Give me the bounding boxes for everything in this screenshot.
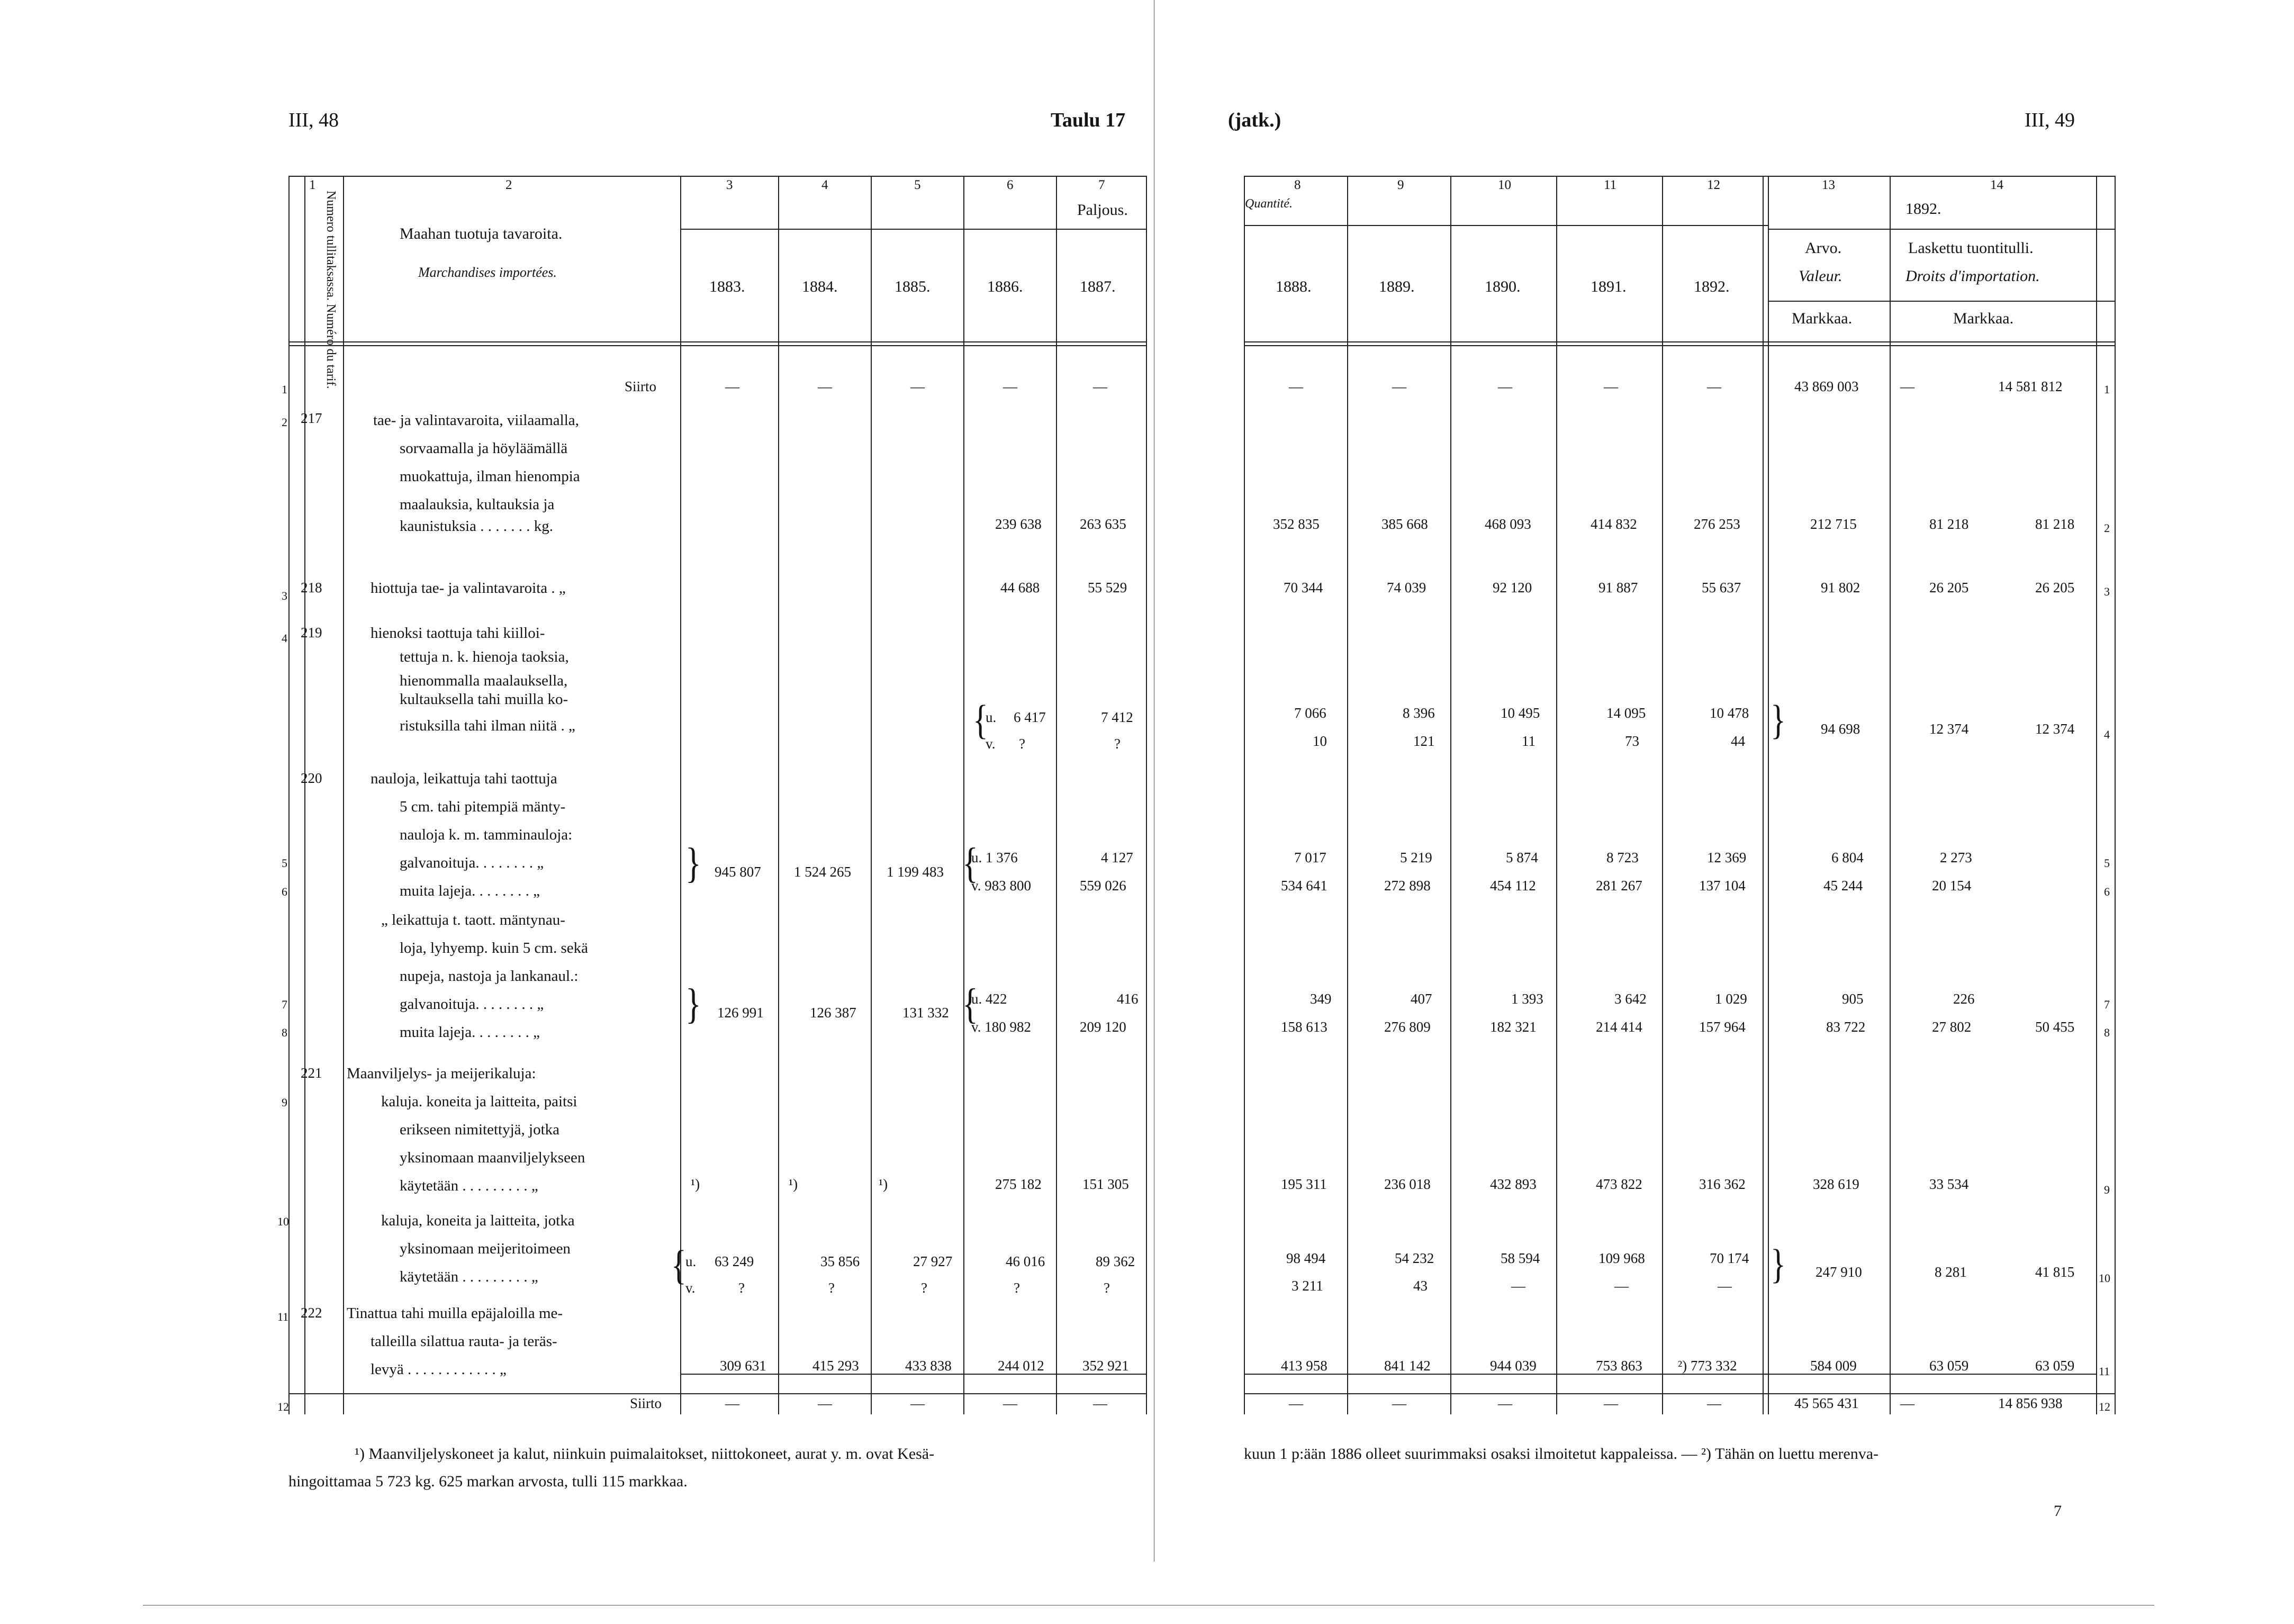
cell: 3 211 — [1291, 1278, 1323, 1294]
cell: 281 267 — [1596, 878, 1642, 894]
cell: 63 059 — [1929, 1358, 1969, 1374]
cell: ? — [828, 1280, 835, 1296]
row-number-right: 6 — [2104, 885, 2110, 898]
col-number-12: 12 — [1707, 178, 1720, 192]
goods-description: Maanviljelys- ja meijerikaluja: — [347, 1065, 536, 1082]
cell: 239 638 — [995, 516, 1042, 532]
year-1887: 1887. — [1080, 278, 1116, 295]
goods-description: hiottuja tae- ja valintavaroita . „ — [371, 580, 566, 597]
duty-header-fi: Laskettu tuontitulli. — [1908, 239, 2034, 257]
cell: 89 362 — [1096, 1253, 1135, 1269]
cell: 157 964 — [1699, 1019, 1746, 1035]
cell: 46 016 — [1006, 1253, 1045, 1269]
cell: 6 417 — [1014, 709, 1046, 725]
cell: 275 182 — [995, 1176, 1042, 1192]
tariff-number: 222 — [301, 1305, 322, 1321]
cell: ²) 773 332 — [1678, 1358, 1737, 1374]
cell: v. 983 800 — [971, 878, 1031, 894]
cell: 753 863 — [1596, 1358, 1642, 1374]
cell: — — [1604, 378, 1618, 394]
cell: 226 — [1953, 991, 1975, 1007]
goods-description: nupeja, nastoja ja lankanaul.: — [400, 968, 579, 985]
row-number: 11 — [277, 1310, 289, 1323]
cell: 7 066 — [1294, 705, 1326, 721]
goods-description: yksinomaan meijeritoimeen — [400, 1240, 571, 1257]
cell: 44 — [1731, 733, 1745, 749]
carry-over-label: Siirto — [625, 378, 657, 394]
cell: 12 369 — [1707, 850, 1747, 865]
cell: — — [1707, 378, 1721, 394]
goods-description: hienommalla maalauksella, — [400, 672, 568, 689]
cell: u. 422 — [971, 991, 1007, 1007]
cell: 4 127 — [1101, 850, 1133, 865]
export-label: v. — [685, 1280, 696, 1296]
cell: — — [910, 1395, 925, 1411]
cell: 55 529 — [1088, 580, 1127, 596]
merged-cell: 126 387 — [810, 1005, 856, 1021]
row-number-right: 7 — [2104, 998, 2110, 1011]
goods-description: nauloja k. m. tamminauloja: — [400, 826, 573, 843]
col-number-8: 8 — [1294, 178, 1301, 192]
import-label: u. — [685, 1253, 697, 1269]
duty-cell: 26 205 — [2035, 580, 2075, 596]
row-number: 9 — [282, 1096, 287, 1109]
goods-description: galvanoituja. . . . . . . . „ — [400, 854, 544, 871]
goods-description: levyä . . . . . . . . . . . . „ — [371, 1361, 507, 1378]
merged-cell: 1 524 265 — [794, 864, 851, 880]
cell: 92 120 — [1493, 580, 1532, 596]
year-1892-header: 1892. — [1905, 200, 1941, 218]
row-number: 3 — [282, 589, 287, 602]
goods-description: kaluja, koneita ja laitteita, jotka — [381, 1212, 575, 1229]
cell: 454 112 — [1490, 878, 1536, 894]
duty-cell: 12 374 — [2035, 721, 2075, 737]
goods-description: Tinattua tahi muilla epäjaloilla me- — [347, 1305, 563, 1322]
cell: — — [1511, 1278, 1525, 1294]
cell: 151 305 — [1082, 1176, 1129, 1192]
cell: 244 012 — [998, 1358, 1044, 1374]
cell: 109 968 — [1598, 1250, 1645, 1266]
cell: 1 029 — [1715, 991, 1747, 1007]
cell: 63 249 — [715, 1253, 754, 1269]
cell: 182 321 — [1490, 1019, 1537, 1035]
tariff-number: 218 — [301, 580, 322, 596]
cell: — — [1003, 1395, 1017, 1411]
cell: — — [1614, 1278, 1629, 1294]
cell: 416 — [1117, 991, 1139, 1007]
cell: — — [1498, 378, 1512, 394]
value-cell: 94 698 — [1821, 721, 1861, 737]
tariff-number: 221 — [301, 1065, 322, 1081]
cell: 473 822 — [1596, 1176, 1642, 1192]
year-1885: 1885. — [895, 278, 931, 295]
goods-description: galvanoituja. . . . . . . . „ — [400, 996, 544, 1013]
year-1888: 1888. — [1276, 278, 1312, 295]
cell: — — [1392, 1395, 1406, 1411]
goods-description: maalauksia, kultauksia ja — [400, 496, 555, 513]
row-number: 12 — [277, 1400, 289, 1413]
cell: 12 374 — [1929, 721, 1969, 737]
cell: 8 723 — [1606, 850, 1639, 865]
row-number-right: 8 — [2104, 1026, 2110, 1039]
cell: 534 641 — [1281, 878, 1327, 894]
cell: 10 — [1313, 733, 1327, 749]
cell: u. 1 376 — [971, 850, 1018, 865]
value-cell: 43 869 003 — [1794, 378, 1859, 394]
value-cell: 584 009 — [1810, 1358, 1857, 1374]
value-cell: 83 722 — [1826, 1019, 1866, 1035]
goods-description: sorvaamalla ja höyläämällä — [400, 440, 568, 457]
cell: — — [1093, 1395, 1107, 1411]
goods-description: kultauksella tahi muilla ko- — [400, 691, 568, 708]
col-number-11: 11 — [1604, 178, 1617, 192]
value-cell: 45 565 431 — [1794, 1395, 1859, 1411]
goods-description: käytetään . . . . . . . . . „ — [400, 1268, 538, 1285]
brace: { — [671, 1242, 687, 1288]
cell: 276 809 — [1384, 1019, 1431, 1035]
col-number-2: 2 — [505, 178, 512, 192]
export-label: v. — [986, 736, 996, 752]
cell: 11 — [1522, 733, 1536, 749]
cell: 272 898 — [1384, 878, 1431, 894]
col-number-6: 6 — [1007, 178, 1014, 192]
duty-header-fr: Droits d'importation. — [1905, 267, 2040, 285]
cell: v. 180 982 — [971, 1019, 1031, 1035]
cell: 841 142 — [1384, 1358, 1431, 1374]
cell: 468 093 — [1485, 516, 1531, 532]
year-1884: 1884. — [802, 278, 838, 295]
row-number-right: 11 — [2099, 1365, 2110, 1378]
col-number-10: 10 — [1498, 178, 1511, 192]
cell: 35 856 — [820, 1253, 860, 1269]
cell: 5 874 — [1506, 850, 1538, 865]
goods-description: hienoksi taottuja tahi kiilloi- — [371, 625, 545, 642]
cell: 349 — [1310, 991, 1332, 1007]
goods-description: 5 cm. tahi pitempiä mänty- — [400, 798, 566, 815]
goods-description: tettuja n. k. hienoja taoksia, — [400, 648, 569, 665]
duty-cell: 81 218 — [2035, 516, 2075, 532]
brace: { — [962, 980, 978, 1028]
tariff-number-header: Numero tullitaksassa. Numéro du tarif. — [324, 191, 338, 389]
cell: 195 311 — [1281, 1176, 1327, 1192]
goods-description: ristuksilla tahi ilman niitä . „ — [400, 717, 575, 734]
year-1890: 1890. — [1485, 278, 1521, 295]
cell: — — [1003, 378, 1017, 394]
cell: 20 154 — [1932, 878, 1972, 894]
year-1892: 1892. — [1694, 278, 1730, 295]
cell: 263 635 — [1080, 516, 1126, 532]
goods-description: erikseen nimitettyjä, jotka — [400, 1121, 559, 1138]
row-number: 1 — [282, 383, 287, 396]
row-number-right: 4 — [2104, 728, 2110, 741]
goods-description: muita lajeja. . . . . . . . „ — [400, 882, 540, 899]
carry-over-label: Siirto — [630, 1395, 662, 1411]
cell: 54 232 — [1395, 1250, 1434, 1266]
cell: — — [1093, 378, 1107, 394]
cell: 559 026 — [1080, 878, 1126, 894]
row-number-right: 3 — [2104, 585, 2110, 598]
tariff-number: 220 — [301, 770, 322, 786]
value-cell: 45 244 — [1823, 878, 1863, 894]
footnote-mark: ¹) — [789, 1176, 798, 1192]
goods-header-fr: Marchandises importées. — [418, 265, 557, 280]
cell: 432 893 — [1490, 1176, 1537, 1192]
cell: ? — [1014, 1280, 1020, 1296]
goods-description: nauloja, leikattuja tahi taottuja — [371, 770, 557, 787]
cell: 58 594 — [1501, 1250, 1540, 1266]
cell: 407 — [1411, 991, 1432, 1007]
col-number-4: 4 — [821, 178, 828, 192]
cell: 55 637 — [1702, 580, 1741, 596]
tariff-number: 217 — [301, 410, 322, 426]
cell: 414 832 — [1591, 516, 1637, 532]
cell: — — [1289, 1395, 1303, 1411]
cell: 44 688 — [1000, 580, 1040, 596]
quantity-header: Paljous. — [1077, 201, 1128, 219]
brace: } — [685, 980, 701, 1028]
cell: — — [725, 378, 739, 394]
cell: ? — [1019, 736, 1025, 752]
goods-description: kaunistuksia . . . . . . . kg. — [400, 518, 553, 535]
duty-cell: 63 059 — [2035, 1358, 2075, 1374]
footnote-left-line-1: ¹) Maanviljelyskoneet ja kalut, niinkuin puimalaitokset, niittokoneet, aurat y. m. ovat Kesä- — [355, 1445, 935, 1463]
col-number-14: 14 — [1990, 178, 2003, 192]
goods-description: „ leikattuja t. taott. mäntynau- — [381, 912, 565, 928]
brace: } — [685, 840, 701, 887]
value-cell: 247 910 — [1816, 1264, 1862, 1280]
goods-description: muita lajeja. . . . . . . . „ — [400, 1024, 540, 1041]
value-cell: 212 715 — [1810, 516, 1857, 532]
cell: 7 017 — [1294, 850, 1326, 865]
value-cell: 6 804 — [1831, 850, 1864, 865]
cell: 74 039 — [1387, 580, 1426, 596]
brace: { — [973, 697, 988, 743]
brace: } — [1771, 1241, 1786, 1287]
cell: 10 478 — [1710, 705, 1749, 721]
year-1883: 1883. — [709, 278, 745, 295]
goods-header-fi: Maahan tuotuja tavaroita. — [400, 225, 563, 242]
tariff-number: 219 — [301, 625, 322, 640]
cell: — — [1289, 378, 1303, 394]
cell: 352 921 — [1082, 1358, 1129, 1374]
cell: — — [1392, 378, 1406, 394]
cell: — — [1718, 1278, 1732, 1294]
cell: 8 281 — [1935, 1264, 1967, 1280]
cell: 27 927 — [913, 1253, 953, 1269]
goods-description: loja, lyhyemp. kuin 5 cm. sekä — [400, 940, 588, 957]
col-number-3: 3 — [726, 178, 733, 192]
row-number: 6 — [282, 885, 287, 898]
cell: 385 668 — [1381, 516, 1428, 532]
cell: 236 018 — [1384, 1176, 1431, 1192]
row-number-right: 1 — [2104, 383, 2110, 396]
left-page-number: III, 48 — [288, 109, 339, 131]
goods-description: talleilla silattua rauta- ja teräs- — [371, 1333, 557, 1350]
cell: 121 — [1413, 733, 1435, 749]
duty-cell: 41 815 — [2035, 1264, 2075, 1280]
brace: { — [962, 840, 978, 887]
cell: 27 802 — [1932, 1019, 1972, 1035]
goods-description: käytetään . . . . . . . . . „ — [400, 1177, 538, 1194]
cell: 209 120 — [1080, 1019, 1126, 1035]
cell: — — [1900, 1395, 1914, 1411]
cell: — — [1900, 378, 1914, 394]
cell: — — [1498, 1395, 1512, 1411]
row-number: 5 — [282, 856, 287, 870]
cell: 944 039 — [1490, 1358, 1537, 1374]
cell: ? — [1104, 1280, 1110, 1296]
cell: 14 095 — [1606, 705, 1646, 721]
merged-cell: 945 807 — [715, 864, 761, 880]
quantity-header-fr: Quantité. — [1245, 197, 1293, 211]
cell: 137 104 — [1699, 878, 1746, 894]
cell: 70 344 — [1284, 580, 1323, 596]
value-header-fr: Valeur. — [1799, 267, 1843, 285]
col-number-7: 7 — [1098, 178, 1105, 192]
col-number-9: 9 — [1397, 178, 1404, 192]
row-number: 7 — [282, 998, 287, 1011]
cell: 276 253 — [1694, 516, 1740, 532]
duty-cell: 50 455 — [2035, 1019, 2075, 1035]
cell: 352 835 — [1273, 516, 1320, 532]
footnote-left-line-2: hingoittamaa 5 723 kg. 625 markan arvosta, tulli 115 markkaa. — [288, 1473, 688, 1490]
row-number-right: 12 — [2099, 1400, 2110, 1413]
footnote-mark: ¹) — [691, 1176, 700, 1192]
cell: 81 218 — [1929, 516, 1969, 532]
cell: 91 887 — [1598, 580, 1638, 596]
right-page-number: III, 49 — [2025, 109, 2075, 131]
page-mark: 7 — [2054, 1502, 2062, 1520]
cell: 415 293 — [812, 1358, 859, 1374]
duty-unit: Markkaa. — [1953, 310, 2014, 327]
cell: — — [1707, 1395, 1721, 1411]
cell: 98 494 — [1286, 1250, 1326, 1266]
cell: ? — [1114, 736, 1121, 752]
cell: ? — [738, 1280, 745, 1296]
merged-cell: 131 332 — [902, 1005, 949, 1021]
col-number-1: 1 — [309, 178, 316, 192]
cell: 7 412 — [1101, 709, 1133, 725]
cell: 214 414 — [1596, 1019, 1642, 1035]
cell: — — [818, 1395, 832, 1411]
goods-description: tae- ja valintavaroita, viilaamalla, — [373, 412, 579, 429]
footnote-right-line-1: kuun 1 p:ään 1886 olleet suurimmaksi osaksi ilmoitetut kappaleissa. — ²) Tähän on luettu merenva- — [1244, 1445, 1879, 1463]
value-cell: 91 802 — [1821, 580, 1861, 596]
cell: 10 495 — [1501, 705, 1540, 721]
cell: 413 958 — [1281, 1358, 1327, 1374]
row-number-right: 10 — [2099, 1271, 2110, 1285]
import-label: u. — [986, 709, 997, 725]
cell: — — [818, 378, 832, 394]
year-1886: 1886. — [987, 278, 1023, 295]
cell: — — [1604, 1395, 1618, 1411]
cell: — — [910, 378, 925, 394]
merged-cell: 126 991 — [717, 1005, 764, 1021]
cell: 433 838 — [905, 1358, 952, 1374]
goods-description: yksinomaan maanviljelykseen — [400, 1149, 585, 1166]
cell: 158 613 — [1281, 1019, 1327, 1035]
goods-description: muokattuja, ilman hienompia — [400, 468, 580, 485]
table-title: Taulu 17 — [1051, 109, 1126, 131]
goods-description: kaluja. koneita ja laitteita, paitsi — [381, 1093, 577, 1110]
cell: 43 — [1413, 1278, 1428, 1294]
cell: ? — [921, 1280, 927, 1296]
row-number: 4 — [282, 631, 287, 645]
value-cell: 905 — [1842, 991, 1864, 1007]
footnote-mark: ¹) — [879, 1176, 888, 1192]
cell: 2 273 — [1940, 850, 1972, 865]
row-number: 10 — [277, 1215, 289, 1228]
cell: 5 219 — [1400, 850, 1432, 865]
col-number-5: 5 — [914, 178, 921, 192]
cell: 70 174 — [1710, 1250, 1749, 1266]
cell: 309 631 — [720, 1358, 766, 1374]
year-1891: 1891. — [1591, 278, 1627, 295]
table-title-continued: (jatk.) — [1228, 109, 1281, 131]
value-cell: 328 619 — [1813, 1176, 1859, 1192]
value-unit: Markkaa. — [1792, 310, 1853, 327]
value-header-fi: Arvo. — [1805, 239, 1842, 257]
row-number-right: 5 — [2104, 856, 2110, 870]
brace: } — [1771, 697, 1786, 743]
cell: 1 393 — [1511, 991, 1543, 1007]
cell: 73 — [1625, 733, 1639, 749]
cell: 3 642 — [1614, 991, 1647, 1007]
row-number: 8 — [282, 1026, 287, 1039]
row-number-right: 9 — [2104, 1183, 2110, 1196]
merged-cell: 1 199 483 — [887, 864, 944, 880]
cell: 316 362 — [1699, 1176, 1746, 1192]
cell: 8 396 — [1403, 705, 1435, 721]
duty-cell: 14 581 812 — [1998, 378, 2063, 394]
cell: 26 205 — [1929, 580, 1969, 596]
year-1889: 1889. — [1379, 278, 1415, 295]
duty-cell: 14 856 938 — [1998, 1395, 2063, 1411]
cell: — — [725, 1395, 739, 1411]
row-number: 2 — [282, 416, 287, 429]
cell: 33 534 — [1929, 1176, 1969, 1192]
col-number-13: 13 — [1822, 178, 1835, 192]
row-number-right: 2 — [2104, 521, 2110, 535]
